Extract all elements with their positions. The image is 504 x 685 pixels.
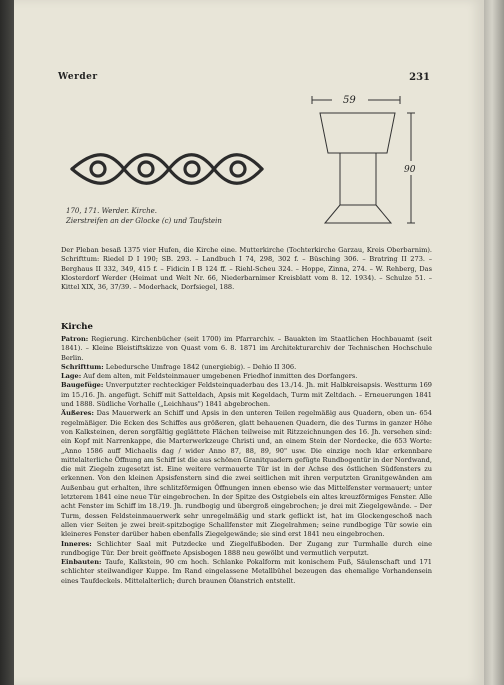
- entry-einbauten: [61, 558, 432, 586]
- history-text: Der Pleban besaß 1375 vier Hufen, die Kirche eine. Mutterkirche (Tochterkirche Garzau, Kreis Oberbarnim). Schrifttum: Riedel D I 190; SB. 293. – Landbuch I 74, 298, 302 f. – Büsching 306. – Bratring II 273. – Berghaus II 332, 349, 415 f. – Fidicin I B 124 ff. – Riehl-Scheu 324. – Hoppe, Zinna, 274. – W. Rehberg, Das Klosterdorf Werder (Heimat und Welt Nr. 66, Niederbarnimer Kreisblatt vom 8. 12. 1934). – Schulze 51. – Kittel XIX, 36, 37/39. – Moderhack, Dorfsiegel, 188.: [61, 246, 432, 292]
- entry-label: Lage:: [61, 372, 82, 381]
- history-paragraph: [61, 246, 432, 292]
- entry-text: Lebedursche Umfrage 1842 (unergiebig). – Dehio II 306.: [105, 362, 297, 371]
- baptismal-font-drawing: [300, 85, 435, 237]
- entry-label: Baugefüge:: [61, 381, 104, 390]
- page-number: 231: [409, 72, 430, 83]
- entry-label: Äußeres:: [61, 409, 94, 418]
- entry-label: Einbauten:: [61, 558, 102, 567]
- section-heading-kirche: Kirche: [61, 322, 93, 332]
- entry-label: Inneres:: [61, 539, 92, 548]
- figure-caption: [66, 206, 286, 226]
- ornament-band-figure: [64, 148, 269, 190]
- entry-text: Auf dem alten, mit Feldsteinmauer umgebenen Friedhof inmitten des Dorfangers.: [83, 372, 358, 381]
- entry-text: Unverputzter rechteckiger Feldsteinquaderbau des 13./14. Jh. mit Halbkreisapsis. Westturm 169 im 15./16. Jh. angefügt. Schiff mit Satteldach, Apsis mit Kegeldach, Turm mit Zeltdach. – Erneuerungen 1841 und 1888. Südliche Vorhalle („Leichhaus") 1841 abgebrochen.: [61, 381, 432, 409]
- church-description: [61, 335, 432, 586]
- entry-inneres: [61, 540, 432, 559]
- entry-schrifttum: [61, 363, 432, 372]
- page-gutter: [484, 0, 504, 685]
- entry-patron: [61, 335, 432, 363]
- caption-line-1: 170, 171. Werder. Kirche.: [66, 207, 157, 215]
- caption-line-2: Zierstreifen an der Glocke (c) und Taufstein: [66, 217, 222, 225]
- height-dimension-label: 90: [404, 165, 416, 175]
- book-edge: [0, 0, 14, 685]
- header-place: Werder: [58, 72, 98, 82]
- entry-baugefuege: [61, 381, 432, 409]
- entry-text: Regierung. Kirchenbücher (seit 1700) im Pfarrarchiv. – Bauakten im Staatlichen Hochbauamt (seit 1841). – Kleine Bleistiftskizze von Quast vom 6. 8. 1871 im Architekturarchiv der Technischen Hochschule Berlin.: [61, 335, 432, 362]
- width-dimension-label: 59: [343, 95, 356, 106]
- entry-label: Patron:: [61, 335, 89, 343]
- entry-label: Schrifttum:: [61, 362, 104, 371]
- entry-text: Das Mauerwerk an Schiff und Apsis in den unteren Teilen regelmäßig aus Quadern, oben un- 654 regelmäßiger. Die Ecken des Schiffes aus größeren, glatt behauenen Quadern, die des Turms in ganzer Höhe von Kalksteinen, deren sorgfältig geglättete Flächen teilweise mit Ritzzeichnungen des 16. Jh. versehen sind: ein Kopf mit Narrenkappe, die Marterwerkzeuge Christi und, an einem Stein der Nordecke, die 653 Worte: „Anno 1586 auff Michaelis dag / wider Anno 87, 88, 89, 90" usw. Die einzige noch klar erkennbare mittelalterliche Öffnung am Schiff ist die aus schönen Granitquadern gefügte Rundbogentür in der Nordwand, die mit Ziegeln zugesetzt ist. Eine weitere vermauerte Tür ist in der Achse des östlichen Südfensters zu erkennen. Von den kleinen Apsisfenstern sind die zwei seitlichen mit ihren verputzten Granitgewänden am Außenbau gut erhalten, ihre schlitzförmigen Öffnungen innen ebenso wie das Mittelfenster vermauert; unter letzterem 1841 eine neue Tür eingebrochen. In der Spitze des Ostgiebels ein altes kreuzförmiges Fenster. Alle acht Fenster im Schiff im 18./19. Jh. rundbogig und übergroß eingebrochen; je drei mit Ziegelgewände. – Der Turm, dessen Feldsteinmauerwerk sehr unregelmäßig und stark geflickt ist, hat im Glockengeschoß nach allen vier Seiten je zwei breit-spitzbogige Schallfenster mit Ziegelrahmen; seine rundbogige Tür sowie ein kleineres Fenster darüber haben ebenfalls Ziegelgewände; sie sind erst 1841 neu eingebrochen.: [61, 409, 432, 539]
- entry-text: Taufe, Kalkstein, 90 cm hoch. Schlanke Pokalform mit konischem Fuß, Säulenschaft und 171 schlichter steilwandiger Kuppe. Im Rand eingelassene Metallbühel bezeugen das ehemalige Vorhandensein eines Taufdeckels. Mittelalterlich; durch braunen Ölanstrich entstellt.: [61, 558, 432, 585]
- entry-text: Schlichter Saal mit Putzdecke und Ziegelfußboden. Der Zugang zur Turmhalle durch eine rundbogige Tür. Der breit geöffnete Apsisbogen 1888 neu gewölbt und vermutlich verputzt.: [61, 539, 432, 557]
- entry-aeusseres: [61, 409, 432, 539]
- entry-lage: [61, 372, 432, 381]
